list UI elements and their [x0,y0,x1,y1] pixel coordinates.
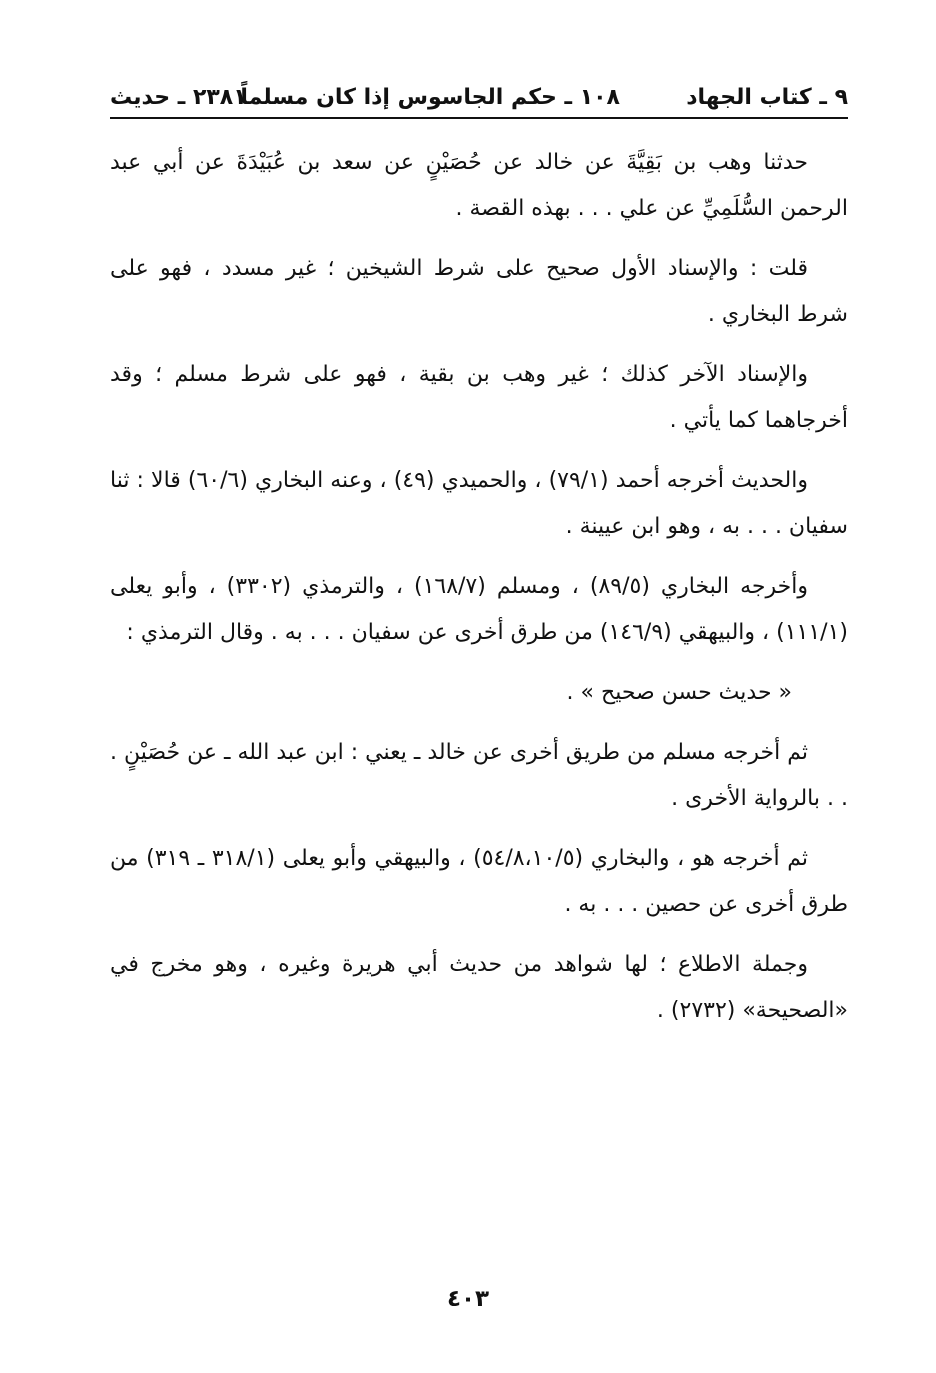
paragraph-takhrij-bukhari: وأخرجه البخاري (٨٩/٥) ، ومسلم (١٦٨/٧) ، والترمذي (٣٣٠٢) ، وأبو يعلى (١١١/١) ، والبيهقي (١٤٦/٩) من طرق أخرى عن سفيان . . . به . وقال الترمذي : [110,574,848,645]
paragraph-shawahid: وجملة الاطلاع ؛ لها شواهد من حديث أبي هريرة وغيره ، وهو مخرج في «الصحيحة» (٢٧٣٢) . [110,952,848,1023]
paragraph-takhrij-other: ثم أخرجه هو ، والبخاري (٥٤/٨،١٠/٥) ، والبيهقي وأبو يعلى (٣١٨/١ ـ ٣١٩) من طرق أخرى عن حصين . . . به . [110,846,848,917]
paragraph-isnad: حدثنا وهب بن بَقِيَّةَ عن خالد عن حُصَيْنٍ عن سعد بن عُبَيْدَةَ عن أبي عبد الرحمن السُّلَمِيِّ عن علي . . . بهذه القصة . [110,150,848,221]
paragraph-takhrij-muslim: ثم أخرجه مسلم من طريق أخرى عن خالد ـ يعني : ابن عبد الله ـ عن حُصَيْنٍ . . . بالرواية الأخرى . [110,740,848,811]
header-hadith-number: ٢٣٨١ ـ حديث [110,85,247,110]
header-chapter-title: ١٠٨ ـ حكم الجاسوس إذا كان مسلماً [240,85,620,110]
header-book-title: ٩ ـ كتاب الجهاد [686,85,848,110]
paragraph-first-isnad-grading: قلت : والإسناد الأول صحيح على شرط الشيخين ؛ غير مسدد ، فهو على شرط البخاري . [110,256,848,327]
paragraph-takhrij-ahmad: والحديث أخرجه أحمد (٧٩/١) ، والحميدي (٤٩) ، وعنه البخاري (٦٠/٦) قالا : ثنا سفيان . . . به ، وهو ابن عيينة . [110,468,848,539]
paragraph-second-isnad-grading: والإسناد الآخر كذلك ؛ غير وهب بن بقية ، فهو على شرط مسلم ؛ وقد أخرجاهما كما يأتي . [110,362,848,433]
page-number: ٤٠٣ [446,1286,490,1312]
running-header [110,78,848,118]
header-divider [110,117,848,119]
paragraph-tirmidhi-quote: « حديث حسن صحيح » . [566,680,792,705]
page-body [110,140,848,1048]
